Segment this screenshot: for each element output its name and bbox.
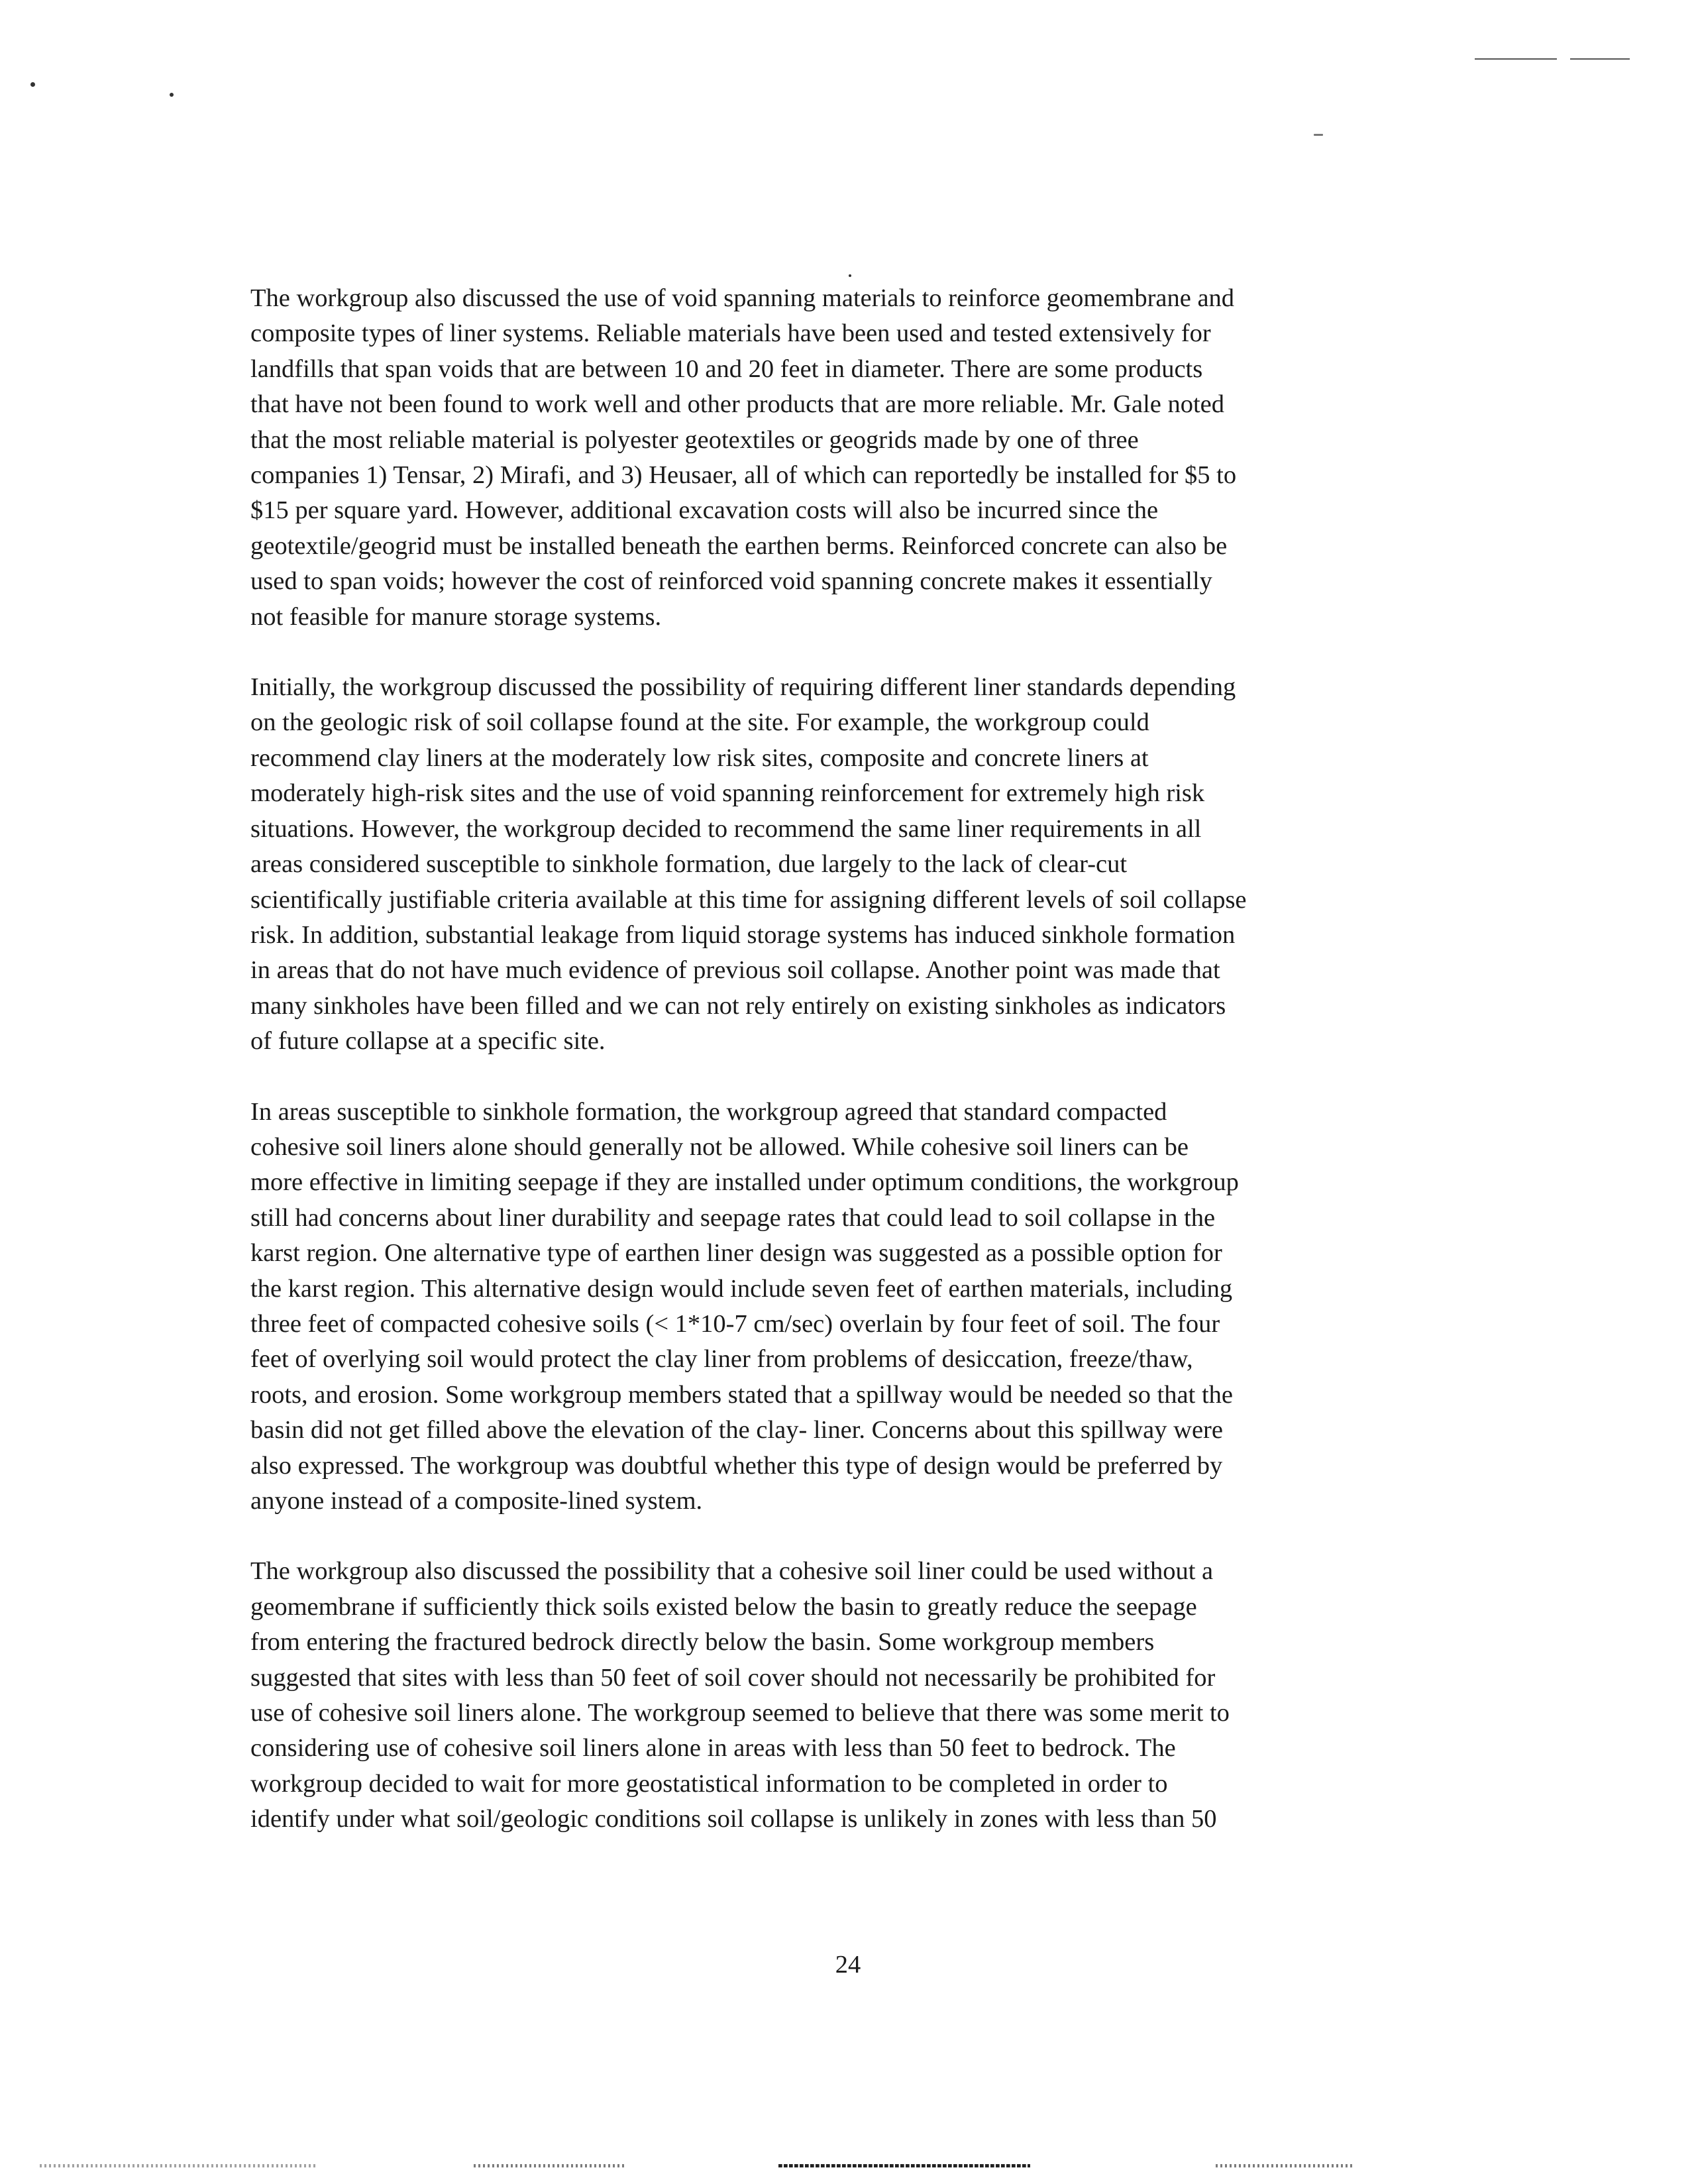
scan-artifact-strip (778, 2164, 1030, 2167)
text-line: of future collapse at a specific site. (250, 1027, 606, 1056)
text-line: suggested that sites with less than 50 feet of soil cover should not necessarily be prohibited for (250, 1663, 1216, 1692)
text-line: In areas susceptible to sinkhole formation, the workgroup agreed that standard compacted (250, 1097, 1167, 1126)
text-line: $15 per square yard. However, additional excavation costs will also be incurred since the (250, 496, 1159, 525)
text-line: recommend clay liners at the moderately low risk sites, composite and concrete liners at (250, 743, 1149, 772)
scan-artifact-dot (1314, 134, 1323, 136)
text-line: considering use of cohesive soil liners alone in areas with less than 50 feet to bedrock. The (250, 1734, 1176, 1763)
text-line: situations. However, the workgroup decided to recommend the same liner requirements in all (250, 814, 1202, 843)
scan-artifact-dot (170, 93, 174, 97)
paragraph (250, 1554, 1416, 1837)
scan-artifact-dot (849, 274, 851, 277)
paragraph (250, 1095, 1416, 1519)
text-line: cohesive soil liners alone should generally not be allowed. While cohesive soil liners can be (250, 1132, 1189, 1161)
scan-artifact-strip (474, 2164, 626, 2167)
text-line: that have not been found to work well and other products that are more reliable. Mr. Gale noted (250, 390, 1225, 419)
text-line: workgroup decided to wait for more geostatistical information to be completed in order to (250, 1769, 1168, 1798)
body-text (250, 281, 1416, 1873)
text-line: roots, and erosion. Some workgroup members stated that a spillway would be needed so that the (250, 1380, 1234, 1409)
paragraph (250, 281, 1416, 635)
text-line: basin did not get filled above the elevation of the clay- liner. Concerns about this spillway were (250, 1416, 1223, 1445)
text-line: The workgroup also discussed the possibility that a cohesive soil liner could be used without a (250, 1557, 1214, 1586)
text-line: companies 1) Tensar, 2) Mirafi, and 3) Heusaer, all of which can reportedly be installed for $5 to (250, 461, 1237, 490)
text-line: still had concerns about liner durability and seepage rates that could lead to soil collapse in the (250, 1203, 1216, 1232)
scan-artifact-dot (30, 82, 35, 87)
text-line: in areas that do not have much evidence of previous soil collapse. Another point was made that (250, 956, 1220, 985)
text-line: the karst region. This alternative design would include seven feet of earthen materials, including (250, 1274, 1233, 1303)
text-line: not feasible for manure storage systems. (250, 602, 662, 631)
text-line: Initially, the workgroup discussed the possibility of requiring different liner standards depending (250, 673, 1236, 702)
page-number: 24 (835, 1951, 861, 1979)
text-line: more effective in limiting seepage if they are installed under optimum conditions, the workgroup (250, 1168, 1239, 1197)
text-line: on the geologic risk of soil collapse found at the site. For example, the workgroup could (250, 708, 1149, 737)
paragraph (250, 670, 1416, 1059)
text-line: many sinkholes have been filled and we can not rely entirely on existing sinkholes as indicators (250, 991, 1226, 1020)
scan-artifact-strip (1216, 2164, 1355, 2167)
text-line: feet of overlying soil would protect the clay liner from problems of desiccation, freeze/thaw, (250, 1345, 1193, 1374)
text-line: geomembrane if sufficiently thick soils existed below the basin to greatly reduce the seepage (250, 1592, 1197, 1621)
text-line: use of cohesive soil liners alone. The workgroup seemed to believe that there was some merit to (250, 1699, 1230, 1727)
text-line: scientifically justifiable criteria available at this time for assigning different levels of soil collapse (250, 885, 1247, 914)
text-line: three feet of compacted cohesive soils (< 1*10-7 cm/sec) overlain by four feet of soil. The four (250, 1309, 1220, 1338)
text-line: The workgroup also discussed the use of void spanning materials to reinforce geomembrane and (250, 284, 1235, 312)
text-line: anyone instead of a composite-lined system. (250, 1487, 703, 1515)
scan-artifact-strip (40, 2164, 318, 2167)
text-line: that the most reliable material is polyester geotextiles or geogrids made by one of three (250, 425, 1139, 454)
text-line: risk. In addition, substantial leakage from liquid storage systems has induced sinkhole formation (250, 920, 1236, 949)
text-line: composite types of liner systems. Reliable materials have been used and tested extensively for (250, 319, 1211, 348)
text-line: identify under what soil/geologic conditions soil collapse is unlikely in zones with less than 50 (250, 1805, 1217, 1833)
scan-artifact-rule (1570, 58, 1630, 60)
scan-artifact-rule (1475, 58, 1557, 60)
text-line: areas considered susceptible to sinkhole formation, due largely to the lack of clear-cut (250, 850, 1128, 879)
text-line: moderately high-risk sites and the use of void spanning reinforcement for extremely high risk (250, 779, 1205, 808)
text-line: landfills that span voids that are between 10 and 20 feet in diameter. There are some products (250, 355, 1203, 383)
text-line: used to span voids; however the cost of reinforced void spanning concrete makes it essentially (250, 567, 1212, 596)
text-line: karst region. One alternative type of earthen liner design was suggested as a possible option for (250, 1239, 1222, 1268)
text-line: geotextile/geogrid must be installed beneath the earthen berms. Reinforced concrete can also be (250, 531, 1228, 560)
text-line: also expressed. The workgroup was doubtful whether this type of design would be preferred by (250, 1451, 1223, 1480)
text-line: from entering the fractured bedrock directly below the basin. Some workgroup members (250, 1628, 1155, 1657)
